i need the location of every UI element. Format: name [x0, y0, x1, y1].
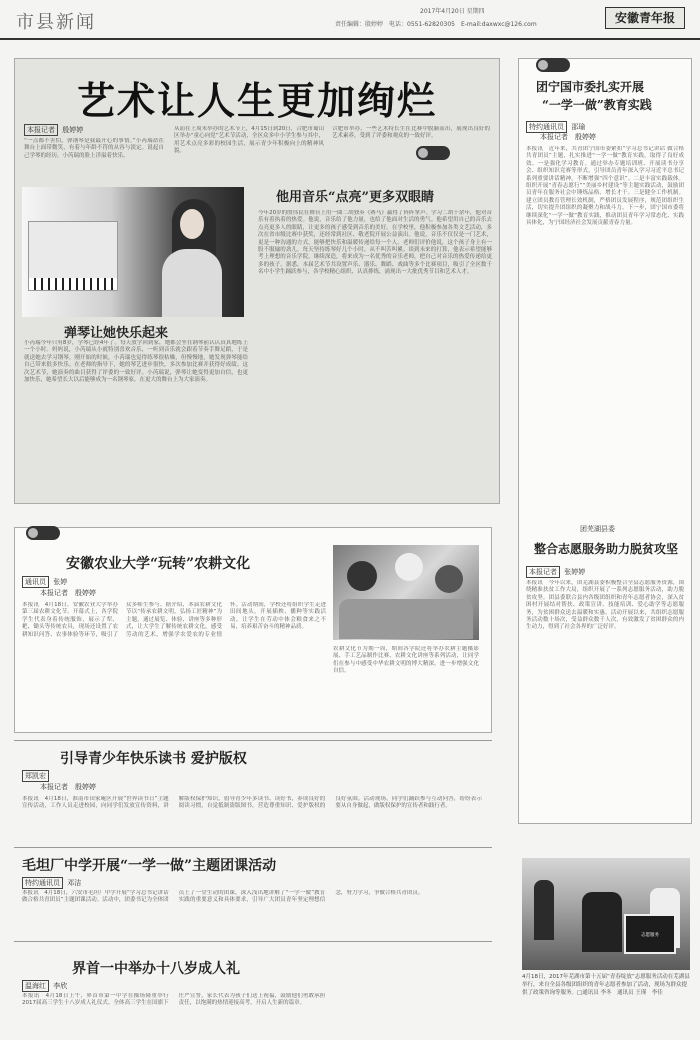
volunteer-caption: 4月18日，2017年芜湖市第十五届“青春绽放”志愿服务活动在芜湖县举行，来自全县各级团组织的青年志愿者参加了活动，现场为群众提供了政策咨询等服务。□通讯员 李冬 通讯员 王瑾 李佳	[522, 974, 690, 996]
divider	[14, 941, 492, 942]
agri-byline	[22, 576, 67, 588]
masthead	[0, 0, 700, 40]
jieshou-title: 界首一中举办十八岁成人礼	[72, 961, 240, 977]
byline-tag: 特约通讯员	[526, 121, 567, 133]
girl-face-shape	[180, 209, 204, 239]
byline-tag: 通讯员	[22, 576, 49, 588]
agri-body: 本报讯 4月18日，安徽农业大学举办第三届农耕文化节。开幕式上，各学院学生代表身着传统服饰，展示了犁、耙、锄头等传统农具，现场还设置了农耕知识问答、农事体验等环节，吸引了众多师生参与。据介绍，本届农耕文化节以“传承农耕文明，弘扬工匠精神”为主题，通过展览、体验、讲座等多种形式，让大学生了解传统农耕文化，感受劳动的艺术，增强学农爱农的专业情怀。活动期间，学校还将组织学生走进田间地头，开展插秧、播种等实践活动，让学生在劳动中体会粮食来之不易，培养艰苦奋斗的精神品质。	[22, 602, 326, 638]
byline-name: 殷婷婷	[62, 126, 84, 134]
reading-byline-2: 本报记者 殷婷婷	[40, 783, 96, 791]
person-shape	[582, 892, 622, 952]
byline-tag: 特约通讯员	[22, 877, 63, 889]
jieshou-byline	[22, 980, 67, 992]
piano-shape	[28, 221, 118, 291]
agri-byline-2: 本报记者 殷婷婷	[40, 589, 96, 597]
intro-col-3: 合肥市举办，一些艺术特长生在比赛中脱颖而出，展现出良好的艺术素养，受到了评委和观众的一致好评。	[332, 126, 490, 140]
ningguo-byline-2: 本报记者 殷婷婷	[540, 133, 596, 141]
photo1-caption: 弹琴让她快乐起来	[64, 326, 169, 341]
ningguo-title-1: 团宁国市委扎实开展	[536, 80, 645, 94]
maotan-byline	[22, 877, 81, 889]
byline-tag: 本报记者	[526, 566, 560, 578]
volunteer-photo	[522, 858, 690, 970]
news-flag-icon	[536, 58, 570, 72]
girl-dress-shape	[162, 249, 222, 317]
reading-body: 本报讯 4月18日，淮南市田家庵区开展“世界读书日”主题宣传活动，工作人员走进校园，向同学们发放宣传资料，讲解版权保护知识，倡导青少年多读书、读好书，养成良好的阅读习惯，自觉抵制盗版图书，营造尊重知识、爱护版权的良好氛围。活动现场，同学们踊跃参与互动问答，纷纷表示要从自身做起，做版权保护的宣传者和践行者。	[22, 796, 482, 810]
ningguo-body: 本报讯 近年来，共青团宁国市委紧扣“学习总书记讲话 做合格共青团员”主题，扎实推进“一学一做”教育实践，取得了良好成效。一是强化学习教育。通过举办专题培训班、开展读书分享会、组织知识竞赛等形式，引导团员青年深入学习习近平总书记系列重要讲话精神，不断增强“四个意识”。二是丰富实践载体。组织开展“青春志愿行”“美丽乡村建设”等主题实践活动，鼓励团员青年在服务社会中锤炼品格、增长才干。三是健全工作机制。建立团员教育管理长效机制，严格团员发展程序，规范团组织生活，切实提升团组织的凝聚力和战斗力。下一步，团宁国市委将继续深化“一学一做”教育实践，推动团员青年学习常态化、实践具体化，为宁国经济社会发展贡献青春力量。	[526, 146, 684, 227]
volunteer-sign: 志愿服务	[624, 914, 676, 954]
editor-line: 责任编辑：殷婷婷 电话：0551-62820305 E-mail:daxwxc@126.com	[335, 21, 537, 28]
sub1-body: 今年20岁的殷伟民在舞台上用一曲二胡独奏《赛马》赢得了阵阵掌声。学习二胡十余年，他对音乐有着执着的热爱。他说，音乐给了他力量，也给了他面对生活的勇气。他希望用自己的音乐去点亮更多人的眼睛，让更多的孩子感受到音乐的美好。在学校里，他积极参加各类文艺活动，多次在省市级比赛中获奖，还经常到社区、敬老院开展公益演出。他说，音乐不仅仅是一门艺术，更是一种沟通的方式，能够把快乐和温暖传递给每一个人。老师们评价他说，这个孩子身上有一股不服输的劲儿，每天坚持练琴好几个小时，从不叫苦叫累。谈到未来的打算，他表示希望能够考上理想的音乐学院，继续深造，将来成为一名优秀的音乐老师，把自己对音乐的热爱传递给更多的孩子。据悉，本届艺术节共设置声乐、器乐、舞蹈、戏曲等多个比赛项目，吸引了全区数千名中小学生踊跃参与，各学校精心组织、认真排练，涌现出一大批优秀节目和艺术人才。	[258, 210, 492, 276]
byline-name: 张婷婷	[564, 568, 586, 576]
agri-body-right: 农耕文化节为期一周，期间各学院还将举办农耕主题摄影展、手工艺品制作比赛、农耕文化讲座等系列活动，让同学们在参与中感受中华农耕文明的博大精深，进一步增强文化自信。	[333, 646, 479, 675]
byline-name: 邵瑜	[571, 123, 586, 131]
wuhu-body: 本报讯 今年以来，团芜湖县委积极整合全县志愿服务资源，围绕精准扶贫工作大局，组织开展了一系列志愿服务活动，助力脱贫攻坚。团县委联合县内各级团组织和青年志愿者协会，深入贫困村开展结对帮扶、政策宣讲、技能培训、爱心助学等志愿服务，为贫困群众送去温暖和实惠。活动开展以来，共组织志愿服务活动数十场次，受益群众数千人次，有效激发了贫困群众的内生动力，得到了社会各界的广泛好评。	[526, 580, 684, 631]
maotan-title: 毛坦厂中学开展“一学一做”主题团课活动	[22, 858, 277, 874]
byline-name: 张婷	[53, 578, 68, 586]
maotan-body: 本报讯 4月18日，六安市毛坦厂中学开展“学习总书记讲话 做合格共青团员”主题团课活动。活动中，团委书记为全体团员上了一堂生动的团课，深入浅出地讲解了“一学一做”教育实践的重要意义和具体要求，引导广大团员青年坚定理想信念，努力学习，争做合格共青团员。	[22, 890, 424, 904]
person-shape	[534, 880, 554, 940]
agri-title: 安徽农业大学“玩转”农耕文化	[66, 556, 251, 572]
reading-title: 引导青少年快乐读书 爱护版权	[60, 751, 247, 767]
wuhu-byline	[526, 566, 585, 578]
wuhu-title: 整合志愿服务助力脱贫攻坚	[534, 542, 679, 556]
news-flag-icon	[416, 146, 450, 160]
piano-girl-photo	[22, 187, 244, 317]
intro-col-2: 从而在上周末举办的艺术节上，4月15日到20日，合肥市蜀山区举办“童心向党”艺术节活动，全区众多中小学生参与其中，用艺术点亮多彩的校园生活，展示青少年积极向上的精神风貌。	[174, 126, 324, 155]
byline-tag: 温海红	[22, 980, 49, 992]
wuhu-tagline: 团芜湖县委	[580, 525, 615, 533]
ningguo-title-2: “一学一做”教育实践	[542, 98, 652, 112]
sub1-title: 他用音乐“点亮”更多双眼睛	[276, 190, 434, 205]
paper-logo: 安徽青年报	[605, 7, 685, 29]
piano-keys	[29, 278, 117, 290]
person-shape	[395, 553, 423, 581]
news-flag-icon	[26, 526, 60, 540]
intro-col-1: “一点都不害怕，弹钢琴是我最开心的事情。”小芮瑞站在舞台上面带微笑，有着与年龄不符的从容与淡定。说起自己学琴的经历，小芮瑞的脸上洋溢着快乐。	[24, 138, 164, 159]
byline-name: 李欣	[53, 982, 68, 990]
main-byline	[24, 124, 83, 136]
person-shape	[435, 565, 463, 593]
jieshou-body: 本报讯 4月18日上午，界首市第一中学在操场隆重举行2017届高三学生十八岁成人礼仪式。全体高三学生在国旗下庄严宣誓，家长代表为孩子们送上祝福，鼓励他们勇敢承担责任，以饱满的热情迎接高考，开启人生新的篇章。	[22, 993, 326, 1007]
crowd-shape	[339, 599, 473, 639]
person-shape	[347, 561, 377, 591]
reading-byline	[22, 770, 51, 782]
section-name: 市县新闻	[16, 12, 96, 33]
divider	[14, 847, 492, 848]
byline-tag: 郑凯宏	[22, 770, 49, 782]
divider	[14, 740, 492, 741]
main-headline: 艺术让人生更加绚烂	[76, 78, 437, 123]
agri-photo	[333, 545, 479, 640]
photo1-body: 小芮瑞今年只有8岁，学琴已经4年了。每天放学回到家，她都会坐在钢琴前认认真真地练上一个小时。妈妈说，小芮瑞从小就特别喜欢音乐，一听到音乐就会跟着节奏手舞足蹈，于是就送她去学习钢琴。刚开始的时候，小芮瑞也觉得练琴很枯燥，但慢慢地，她发现弹琴能给自己带来很多快乐。在老师的指导下，她的琴艺进步很快，多次参加比赛并获得好成绩。这次艺术节，她演奏的曲目获得了评委的一致好评。小芮瑞说，弹琴让她变得更加自信，也更加快乐，她希望长大以后能够成为一名钢琴家，在更大的舞台上为大家演奏。	[24, 340, 248, 384]
issue-date: 2017年4月20日 星期四	[420, 8, 485, 15]
byline-tag: 本报记者	[24, 124, 58, 136]
byline-name: 邓洁	[67, 879, 82, 887]
